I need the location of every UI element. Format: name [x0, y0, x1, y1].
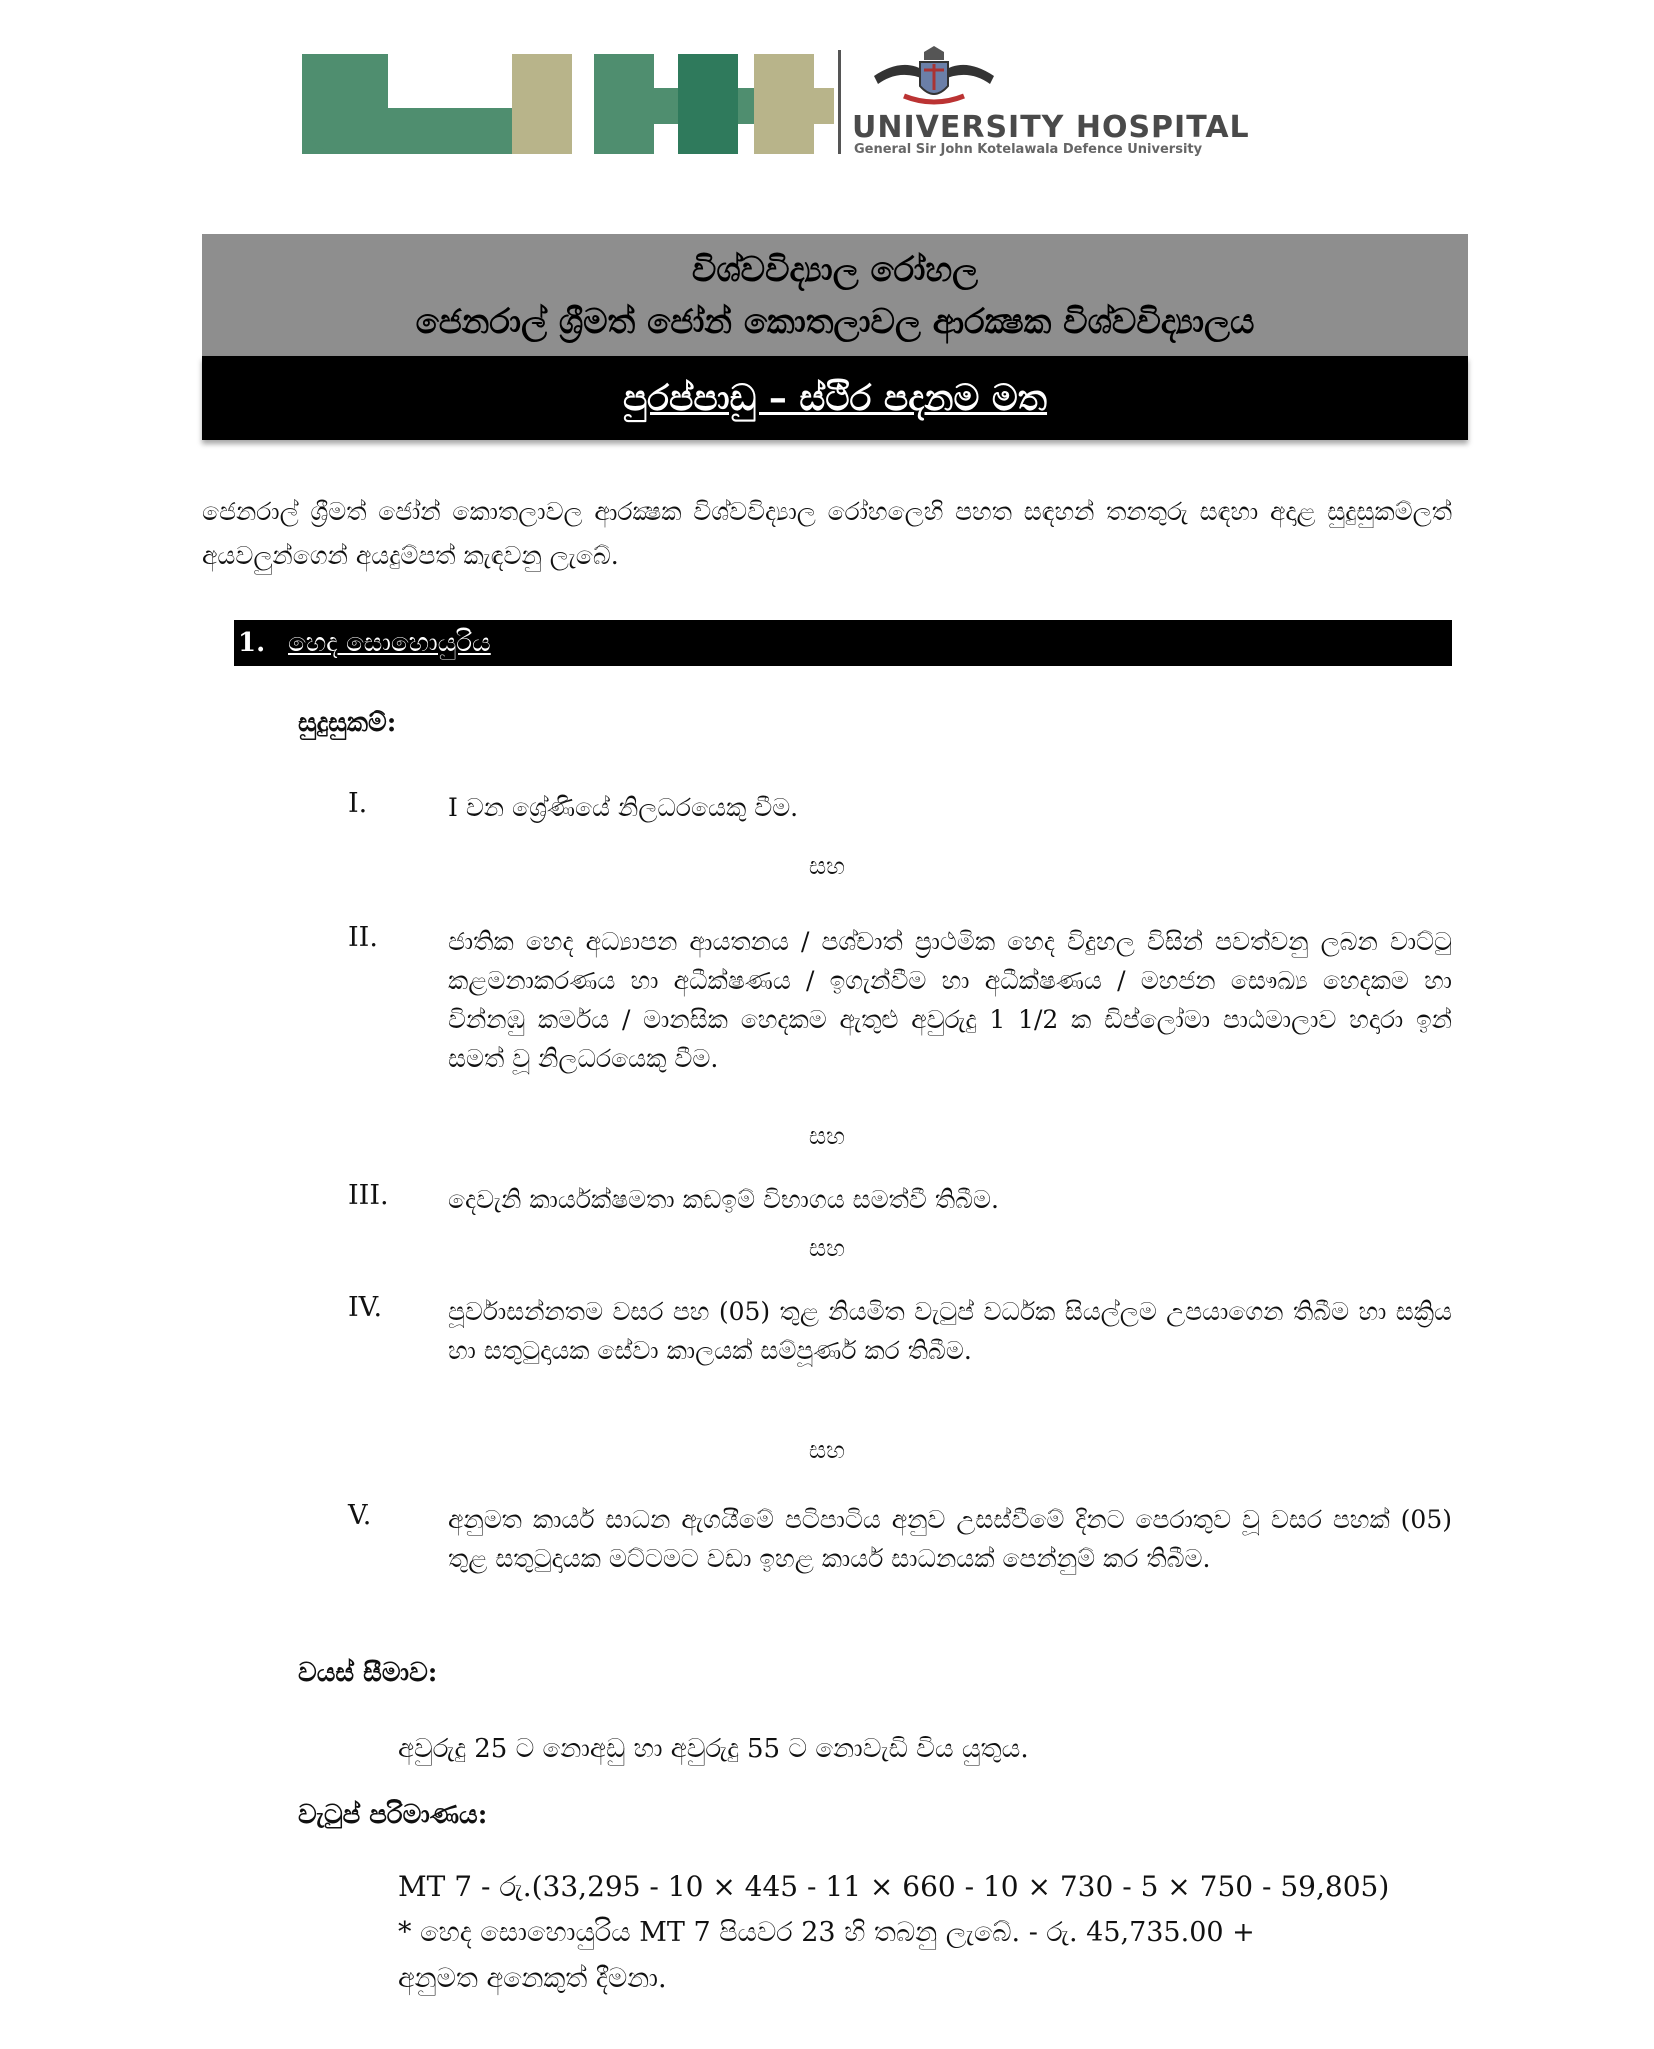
salary-scale-label: වැටුප් පරිමාණය: — [298, 1800, 488, 1830]
connector-and: සහ — [808, 1234, 846, 1262]
header-line-1: විශ්වවිද්‍යාල රෝහල — [691, 250, 979, 290]
item-number: III. — [348, 1180, 389, 1211]
salary-note: * හෙද සොහොයුරිය MT 7 පියවර 23 හි තබනු ලැබේ. - රු. 45,735.00 + — [398, 1917, 1255, 1948]
connector-and: සහ — [808, 1436, 846, 1464]
item-number: IV. — [348, 1292, 383, 1323]
connector-and: සහ — [808, 1122, 846, 1150]
qualifications-label: සුදුසුකම්: — [298, 708, 397, 738]
section-number: 1. — [238, 628, 266, 658]
salary-scale: MT 7 - රු.(33,295 - 10 × 445 - 11 × 660 - 10 × 730 - 5 × 750 - 59,805) — [398, 1870, 1390, 1903]
crest-icon — [864, 46, 1004, 112]
item-number: II. — [348, 922, 378, 953]
intro-paragraph: ජෙනරාල් ශ්‍රීමත් ජෝන් කොතලාවල ආරක්‍ෂක විශ්වවිද්‍යාල රෝහලෙහි පහත සඳහන් තනතුරු සඳහා අදාළ සුදුසුකම්ලත් අයවලුන්ගෙන් අයදුම්පත් කැඳවනු ලැබේ. — [202, 497, 1452, 570]
salary-note-continued: අනුමත අනෙකුත් දීමනා. — [398, 1963, 667, 1994]
logo-subtitle: General Sir John Kotelawala Defence University — [854, 142, 1203, 157]
university-hospital-logo — [298, 46, 1368, 158]
vacancy-banner-title: පුරප්පාඩු – ස්ථිර පදනම මත — [622, 377, 1048, 419]
item-number: V. — [348, 1500, 372, 1531]
header-line-2: ජෙනරාල් ශ්‍රීමත් ජෝන් කොතලාවල ආරක්‍ෂක විශ්වවිද්‍යාලය — [415, 302, 1255, 342]
connector-and: සහ — [808, 852, 846, 880]
qualification-item: ජාතික හෙද අධ්‍යාපන ආයතනය / පශ්චාත් ප්‍රාථමික හෙද විදුහල විසින් පවත්වනු ලබන වාට්ටු කළමනාකරණය හා අධීක්ෂණය / ඉගැන්වීම හා අධීක්ෂණය / මහජන සෞඛ්‍ය හෙදකම හා වින්නඹු කර්මය / මානසික හෙදකම ඇතුළු අවුරුදු 1 1/2 ක ඩිප්ලෝමා පාඨමාලාව හදාරා ඉන් සමත් වූ නිලධරයෙකු වීම. — [448, 927, 1452, 1073]
qualification-item: පූර්වාසන්නතම වසර පහ (05) තුළ නියමිත වැටුප් වර්ධක සියල්ලම උපයාගෙන තිබීම හා සක්‍රිය හා සතුටුදායක සේවා කාලයක් සම්පූර්ණ කර තිබීම. — [448, 1297, 1452, 1365]
qualification-item: අනුමත කාර්ය සාධන ඇගයීමේ පටිපාටිය අනුව උසස්වීමේ දිනට පෙරාතුව වූ වසර පහක් (05) තුළ සතුටුදායක මට්ටමට වඩා ඉහළ කාර්ය සාධනයක් පෙන්නුම් කර තිබීම. — [448, 1505, 1452, 1573]
logo-letter-h-bar — [754, 88, 834, 124]
age-limit-text: අවුරුදු 25 ට නොඅඩු හා අවුරුදු 55 ට නොවැඩි විය යුතුය. — [398, 1734, 1029, 1764]
vacancy-banner — [202, 356, 1468, 440]
section-title: හෙද සොහොයුරිය — [288, 628, 491, 658]
logo-cross-vertical — [678, 54, 738, 154]
qualification-item: දෙවැනි කාර්යක්ෂමතා කඩඉම් විභාගය සමත්වී තිබීම. — [448, 1185, 999, 1214]
logo-letter-u-right — [512, 54, 572, 154]
logo-name: UNIVERSITY HOSPITAL — [852, 110, 1250, 145]
logo-divider — [838, 50, 841, 154]
section-heading — [234, 620, 1452, 666]
item-number: I. — [348, 788, 368, 819]
age-limit-label: වයස් සීමාව: — [298, 1658, 438, 1688]
qualification-item: I වන ශ්‍රේණියේ නිලධරයෙකු වීම. — [448, 793, 799, 822]
institution-header — [202, 234, 1468, 358]
